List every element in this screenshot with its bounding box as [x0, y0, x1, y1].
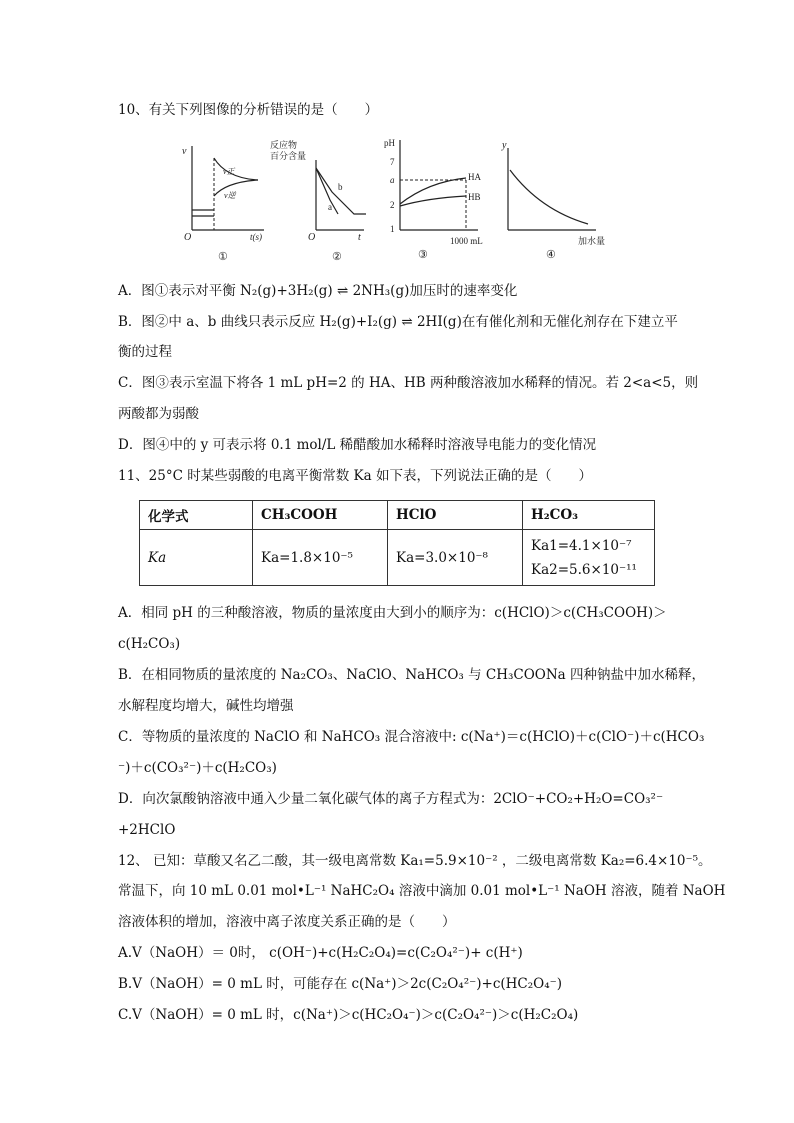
fig3-tick-7: 7 — [390, 157, 395, 167]
fig2-t-label: t — [358, 232, 361, 243]
q11-option-d-line1: D．向次氯酸钠溶液中通入少量二氧化碳气体的离子方程式为：2ClO⁻+CO₂+H₂O=CO₃²⁻ — [118, 791, 664, 807]
ka-table-header-row — [140, 501, 655, 530]
q12-stem-line1: 12、 已知：草酸又名乙二酸，其一级电离常数 Ka₁=5.9×10⁻² ，二级电离常数 Ka₂=6.4×10⁻⁵。 — [118, 853, 712, 869]
q11-option-c-line2: ⁻)＋c(CO₃²⁻)＋c(H₂CO₃) — [118, 760, 277, 776]
ka-value-h2co3 — [523, 530, 655, 586]
fig3-x-label: 1000 mL — [450, 236, 483, 246]
ka-value-hclo: Ka=3.0×10⁻⁸ — [388, 530, 523, 586]
fig4-y-label: y — [502, 140, 507, 151]
q10-option-b-line1: B．图②中 a、b 曲线只表示反应 H₂(g)+I₂(g) ⇌ 2HI(g)在有催化剂和无催化剂存在下建立平 — [118, 314, 678, 330]
q12-option-c: C.V（NaOH）= 0 mL 时，c(Na⁺)＞c(HC₂O₄⁻)＞c(C₂O₄²⁻)＞c(H₂C₂O₄) — [118, 1007, 579, 1023]
fig3-tick-a: a — [390, 175, 395, 185]
q10-option-c-line2: 两酸都为弱酸 — [118, 406, 199, 422]
fig2-b-label: b — [338, 182, 343, 192]
ka-table-value-row — [140, 530, 655, 586]
q10-stem: 10、有关下列图像的分析错误的是（ ） — [118, 102, 379, 118]
fig2-ylabel-1: 反应物 — [270, 140, 298, 150]
ka-header-ch3cooh: CH₃COOH — [253, 501, 388, 530]
q11-stem: 11、25°C 时某些弱酸的电离平衡常数 Ka 如下表，下列说法正确的是（ ） — [118, 468, 592, 484]
fig3-caption: ③ — [418, 249, 428, 261]
ka-row-label: Ka — [140, 530, 253, 586]
fig3-hb-label: HB — [468, 192, 481, 202]
fig2-origin: O — [308, 232, 316, 243]
figure-4 — [498, 138, 618, 267]
q10-option-b-line2: 衡的过程 — [118, 344, 172, 360]
ka2-value: Ka2=5.6×10⁻¹¹ — [531, 561, 637, 578]
q10-option-c-line1: C．图③表示室温下将各 1 mL pH=2 的 HA、HB 两种酸溶液加水稀释的情况。若 2<a<5，则 — [118, 375, 699, 391]
q11-option-a-line2: c(H₂CO₃) — [118, 636, 181, 652]
ka1-value: Ka1=4.1×10⁻⁷ — [531, 537, 632, 554]
q11-option-c-line1: C．等物质的量浓度的 NaClO 和 NaHCO₃ 混合溶液中: c(Na⁺)＝c(HClO)＋c(ClO⁻)＋c(HCO₃ — [118, 729, 705, 745]
q12-option-b: B.V（NaOH）= 0 mL 时，可能存在 c(Na⁺)＞2c(C₂O₄²⁻)+c(HC₂O₄⁻) — [118, 976, 563, 992]
q11-option-d-line2: +2HClO — [118, 822, 176, 838]
fig1-v-label: v — [182, 146, 187, 157]
fig3-ha-label: HA — [468, 172, 481, 182]
ka-header-formula: 化学式 — [140, 501, 253, 530]
q11-option-b-line2: 水解程度均增大，碱性均增强 — [118, 698, 294, 714]
fig2-a-label: a — [328, 202, 332, 212]
fig2-ylabel-2: 百分含量 — [270, 151, 307, 161]
ka-value-ch3cooh: Ka=1.8×10⁻⁵ — [253, 530, 388, 586]
fig1-t-label: t(s) — [250, 232, 262, 242]
q11-option-a-line1: A．相同 pH 的三种酸溶液，物质的量浓度由大到小的顺序为：c(HClO)＞c(CH₃COOH)＞ — [118, 605, 667, 621]
fig3-tick-2: 2 — [390, 200, 395, 210]
ka-header-hclo: HClO — [388, 501, 523, 530]
figure-3 — [378, 130, 498, 266]
q10-option-d: D．图④中的 y 可表示将 0.1 mol/L 稀醋酸加水稀释时溶液导电能力的变化情况 — [118, 437, 597, 453]
fig4-x-label: 加水量 — [578, 236, 606, 246]
fig1-vni-label: v逆 — [224, 191, 236, 200]
fig3-ph-label: pH — [384, 138, 395, 148]
fig3-tick-1: 1 — [390, 224, 395, 234]
fig1-caption: ① — [218, 251, 228, 263]
ka-table — [139, 500, 655, 586]
figure-2 — [270, 138, 370, 267]
figure-1 — [178, 138, 268, 267]
q12-stem-line2: 常温下，向 10 mL 0.01 mol•L⁻¹ NaHC₂O₄ 溶液中滴加 0.01 mol•L⁻¹ NaOH 溶液，随着 NaOH — [118, 883, 726, 899]
q10-option-a: A．图①表示对平衡 N₂(g)+3H₂(g) ⇌ 2NH₃(g)加压时的速率变化 — [118, 283, 518, 299]
fig1-origin: O — [184, 232, 192, 243]
ka-header-h2co3: H₂CO₃ — [523, 501, 655, 530]
fig2-caption: ② — [332, 251, 342, 263]
q11-option-b-line1: B．在相同物质的量浓度的 Na₂CO₃、NaClO、NaHCO₃ 与 CH₃COONa 四种钠盐中加水稀释， — [118, 667, 706, 683]
fig1-vzheng-label: v正 — [223, 167, 235, 176]
q12-stem-line3: 溶液体积的增加，溶液中离子浓度关系正确的是（ ） — [118, 914, 456, 930]
fig4-caption: ④ — [546, 249, 556, 261]
q12-option-a: A.V（NaOH）＝ 0时， c(OH⁻)+c(H₂C₂O₄)=c(C₂O₄²⁻)+ c(H⁺) — [118, 945, 523, 961]
